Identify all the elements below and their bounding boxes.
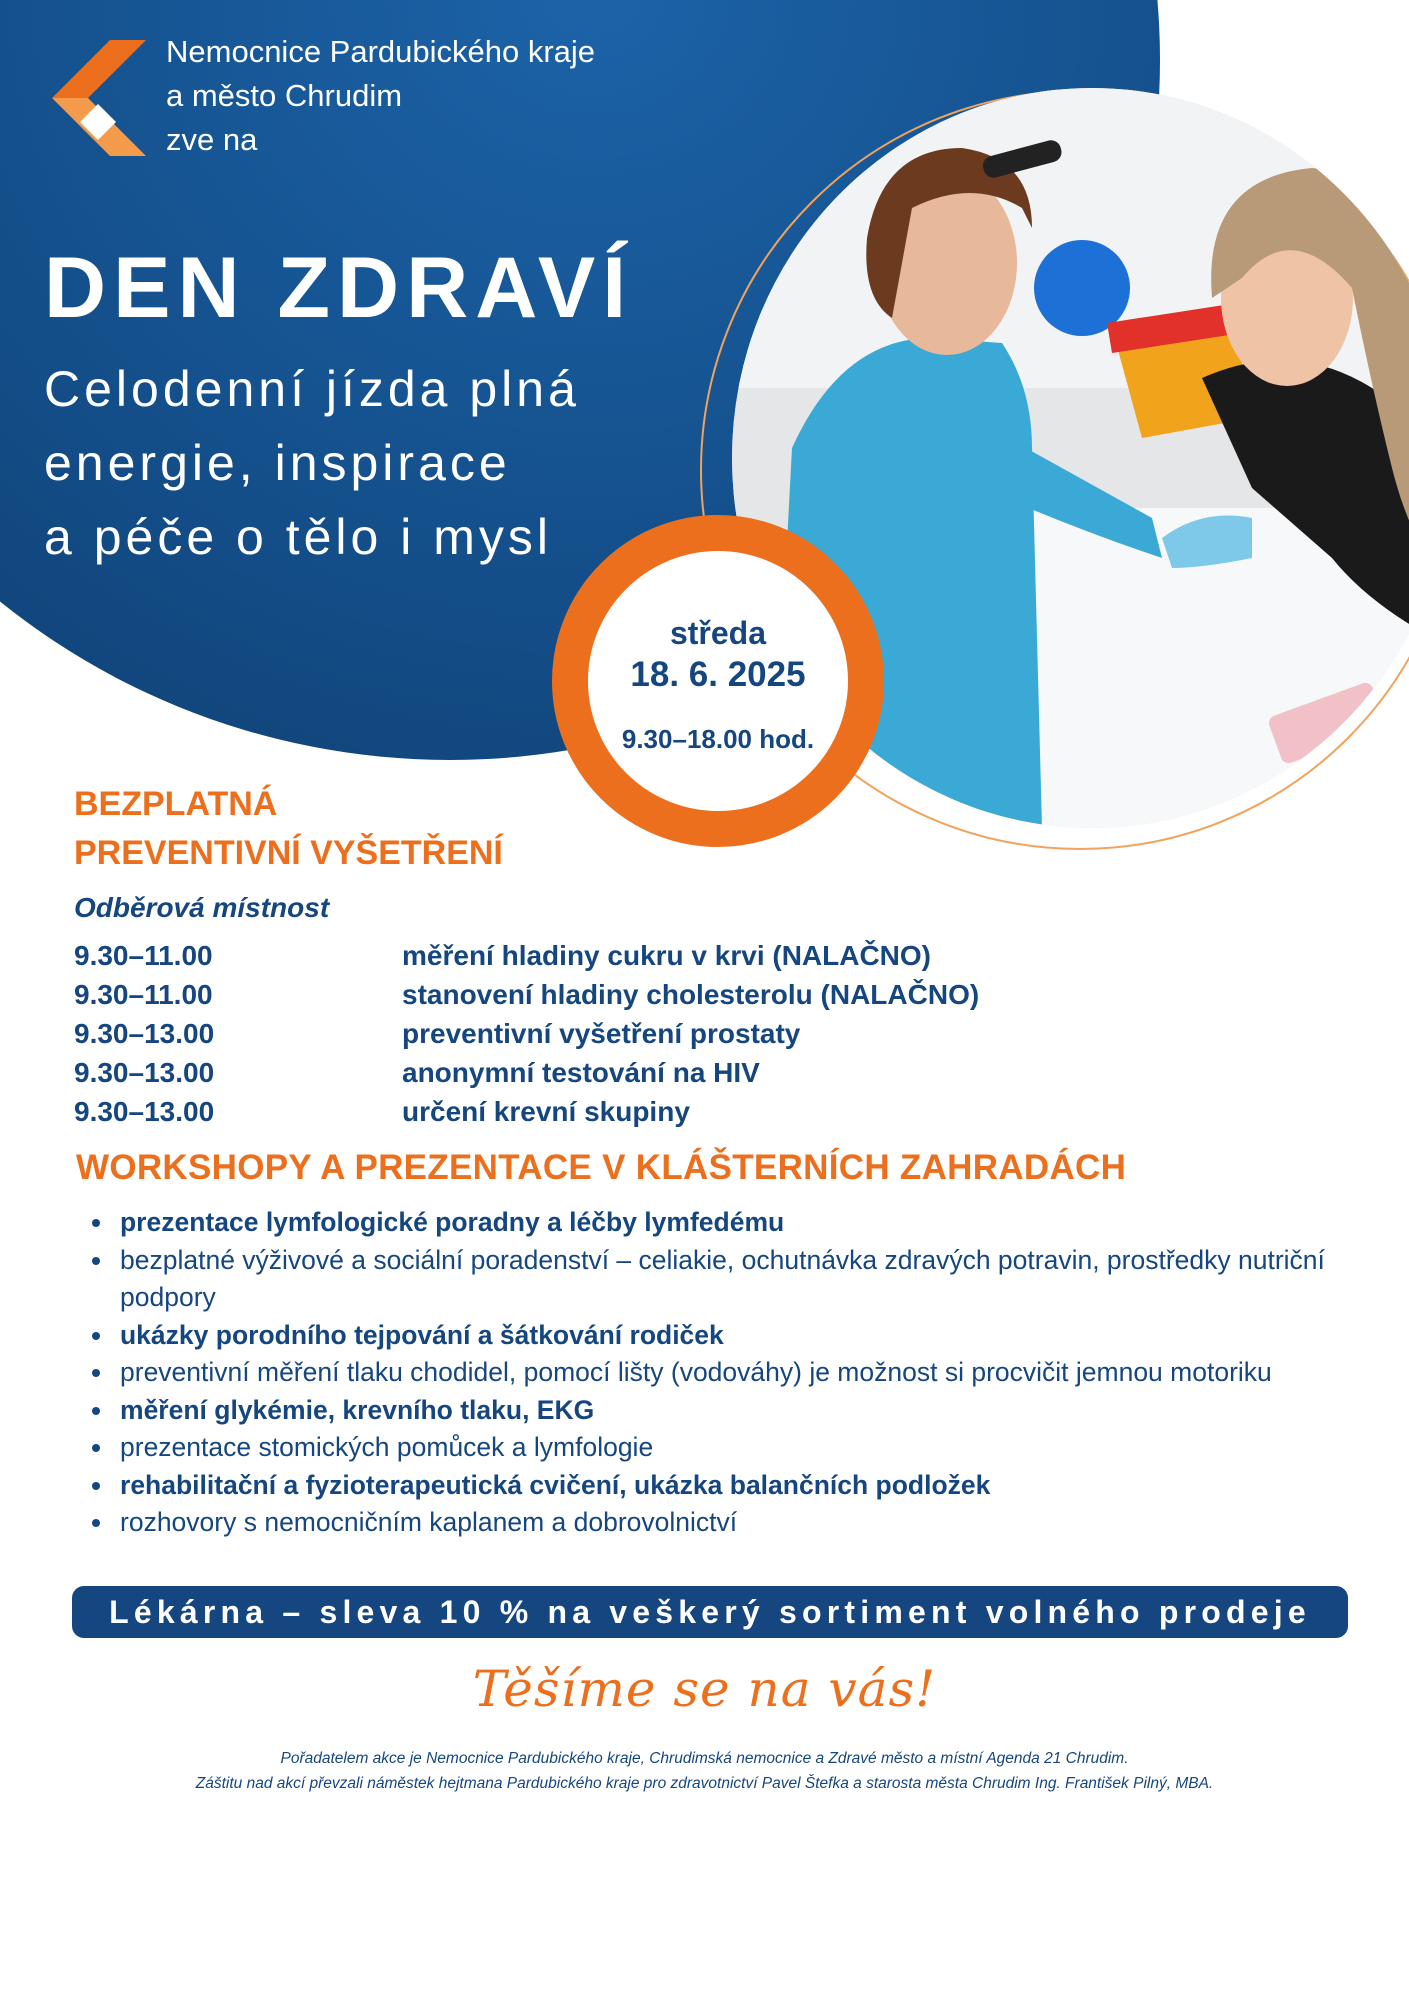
- subtitle-line: energie, inspirace: [44, 435, 511, 491]
- schedule-row: [74, 1057, 1074, 1096]
- schedule-row: [74, 1018, 1074, 1057]
- footer-line: Záštitu nad akcí převzali náměstek hejtmana Pardubického kraje pro zdravotnictví Pavel Štefka a starosta města Chrudim Ing. František Pilný, MBA.: [195, 1775, 1214, 1792]
- schedule-row: [74, 979, 1074, 1018]
- event-day: středa: [669, 615, 767, 651]
- subtitle-line: Celodenní jízda plná: [44, 361, 580, 417]
- room-label: Odběrová místnost: [74, 892, 330, 923]
- list-item: prezentace lymfologické poradny a léčby lymfedému: [88, 1204, 1328, 1242]
- event-time: 9.30–18.00 hod.: [621, 724, 815, 754]
- list-item: ukázky porodního tejpování a šátkování rodiček: [88, 1317, 1328, 1355]
- pharmacy-discount-banner: Lékárna – sleva 10 % na veškerý sortiment volného prodeje: [72, 1586, 1348, 1638]
- organizer-text: [166, 30, 595, 162]
- workshops-list: [88, 1204, 1328, 1542]
- schedule-text: měření hladiny cukru v krvi (NALAČNO): [402, 940, 932, 971]
- hospital-logo-icon: [52, 40, 146, 156]
- preventive-title-line: BEZPLATNÁ: [74, 785, 278, 823]
- event-title: DEN ZDRAVÍ: [44, 240, 634, 336]
- schedule-time: 9.30–11.00: [74, 979, 213, 1010]
- event-date: 18. 6. 2025: [630, 655, 806, 694]
- organizer-line: Nemocnice Pardubického kraje: [166, 34, 596, 69]
- footer-line: Pořadatelem akce je Nemocnice Pardubického kraje, Chrudimská nemocnice a Zdravé město a místní Agenda 21 Chrudim.: [280, 1750, 1129, 1767]
- schedule-time: 9.30–13.00: [74, 1018, 215, 1049]
- workshops-section-title: WORKSHOPY A PREZENTACE V KLÁŠTERNÍCH ZAHRADÁCH: [76, 1148, 1127, 1187]
- preventive-title-line: PREVENTIVNÍ VYŠETŘENÍ: [74, 834, 503, 872]
- subtitle-line: a péče o tělo i mysl: [44, 509, 552, 565]
- schedule-text: stanovení hladiny cholesterolu (NALAČNO): [402, 979, 980, 1010]
- organizer-line: a město Chrudim: [166, 78, 403, 113]
- list-item: bezplatné výživové a sociální poradenství – celiakie, ochutnávka zdravých potravin, prostředky nutriční podpory: [88, 1242, 1328, 1317]
- schedule-row: [74, 1096, 1074, 1135]
- schedule-time: 9.30–13.00: [74, 1096, 215, 1127]
- list-item: měření glykémie, krevního tlaku, EKG: [88, 1392, 1328, 1430]
- schedule-time: 9.30–11.00: [74, 940, 213, 971]
- schedule-text: preventivní vyšetření prostaty: [402, 1018, 801, 1049]
- preventive-schedule: [74, 940, 1074, 1135]
- list-item: prezentace stomických pomůcek a lymfologie: [88, 1429, 1328, 1467]
- schedule-row: [74, 940, 1074, 979]
- footer-note: [0, 1746, 1409, 1796]
- schedule-text: určení krevní skupiny: [402, 1096, 690, 1127]
- preventive-section-title: [74, 780, 503, 878]
- list-item: rehabilitační a fyzioterapeutická cvičení, ukázka balančních podložek: [88, 1467, 1328, 1505]
- welcome-message: Těšíme se na vás!: [472, 1660, 937, 1718]
- schedule-time: 9.30–13.00: [74, 1057, 215, 1088]
- event-subtitle: [44, 352, 580, 574]
- schedule-text: anonymní testování na HIV: [402, 1057, 760, 1088]
- organizer-line: zve na: [166, 122, 258, 157]
- list-item: preventivní měření tlaku chodidel, pomocí lišty (vodováhy) je možnost si procvičit jemnou motoriku: [88, 1354, 1328, 1392]
- date-badge: [552, 515, 884, 847]
- list-item: rozhovory s nemocničním kaplanem a dobrovolnictví: [88, 1504, 1328, 1542]
